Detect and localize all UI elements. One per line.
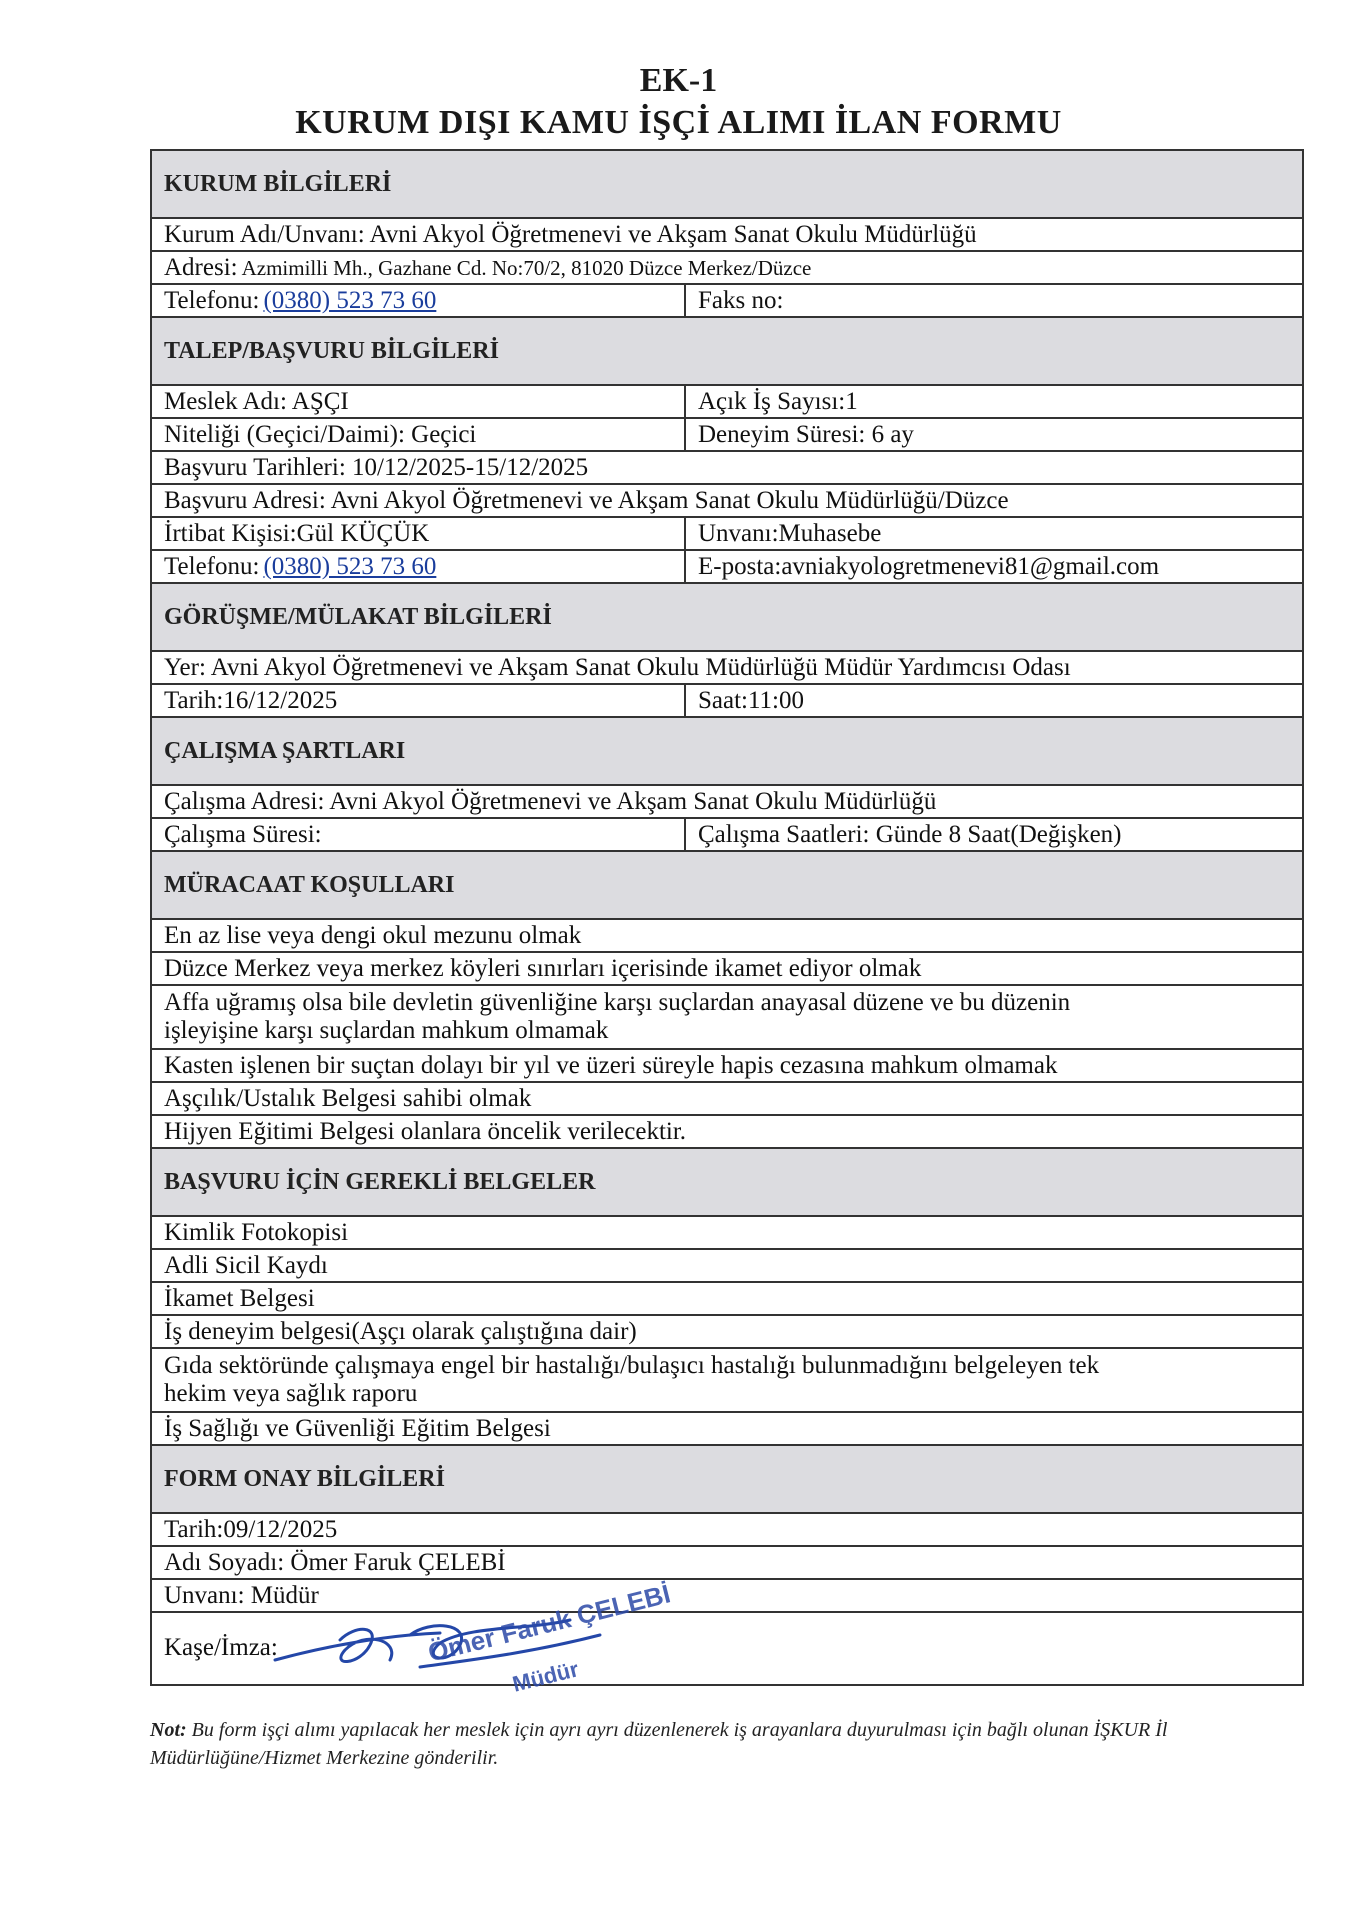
requirement-item: Kasten işlenen bir suçtan dolayı bir yıl ve üzeri süreyle hapis cezasına mahkum olmamak: [152, 1050, 1302, 1083]
work-time-row: [152, 819, 1302, 852]
contact-email[interactable]: E-posta:avniakyologretmenevi81@gmail.com: [684, 551, 1302, 582]
requirement-item: Aşçılık/Ustalık Belgesi sahibi olmak: [152, 1083, 1302, 1116]
work-duration: Çalışma Süresi:: [164, 821, 322, 848]
requirement-item: Hijyen Eğitimi Belgesi olanlara öncelik verilecektir.: [152, 1116, 1302, 1149]
address-label: Adresi:: [164, 254, 238, 281]
document-item: Kimlik Fotokopisi: [152, 1217, 1302, 1250]
institution-phone-row: [152, 285, 1302, 318]
experience: Deneyim Süresi: 6 ay: [684, 419, 1302, 450]
section-muracaat-header: MÜRACAAT KOŞULLARI: [152, 852, 1302, 920]
document-line: hekim veya sağlık raporu: [164, 1380, 418, 1407]
announcement-form: [150, 149, 1304, 1686]
document-item: İş Sağlığı ve Güvenliği Eğitim Belgesi: [152, 1413, 1302, 1446]
open-jobs: Açık İş Sayısı:1: [684, 386, 1302, 417]
interview-datetime-row: [152, 685, 1302, 718]
approval-date: Tarih:09/12/2025: [152, 1514, 1302, 1547]
nature-row: [152, 419, 1302, 452]
institution-phone: [164, 285, 727, 316]
contact-phone-label: Telefonu:: [164, 553, 260, 580]
requirement-line: işleyişine karşı suçlardan mahkum olmamak: [164, 1017, 609, 1044]
institution-address: [152, 252, 1302, 285]
signature-label: Kaşe/İmza:: [164, 1634, 278, 1661]
approver-name: Adı Soyadı: Ömer Faruk ÇELEBİ: [152, 1547, 1302, 1580]
phone-link[interactable]: (0380) 523 73 60: [263, 287, 437, 314]
requirement-line: Affa uğramış olsa bile devletin güvenliğine karşı suçlardan anayasal düzene ve bu düzenin: [164, 989, 1071, 1016]
footnote-text: Bu form işçi alımı yapılacak her meslek için ayrı ayrı düzenlenerek iş arayanlara duyurulması için bağlı olunan İŞKUR İl Müdürlüğüne/Hizmet Merkezine gönderilir.: [150, 1719, 1168, 1769]
institution-fax: Faks no:: [684, 285, 1302, 316]
stamp-title: Müdür: [509, 1656, 582, 1697]
section-belgeler-header: BAŞVURU İÇİN GEREKLİ BELGELER: [152, 1149, 1302, 1217]
contact-phone: [164, 551, 727, 582]
requirement-item-multiline: [152, 986, 1302, 1050]
footnote: [150, 1716, 1230, 1772]
interview-time: Saat:11:00: [684, 685, 1302, 716]
section-calisma-header: ÇALIŞMA ŞARTLARI: [152, 718, 1302, 786]
footnote-label: Not:: [150, 1719, 187, 1741]
document-item: İkamet Belgesi: [152, 1283, 1302, 1316]
address-value: Azmimilli Mh., Gazhane Cd. No:70/2, 81020 Düzce Merkez/Düzce: [241, 256, 812, 280]
section-talep-header: TALEP/BAŞVURU BİLGİLERİ: [152, 318, 1302, 386]
approver-title: Unvanı: Müdür: [152, 1580, 1302, 1613]
institution-name: Kurum Adı/Unvanı: Avni Akyol Öğretmenevi ve Akşam Sanat Okulu Müdürlüğü: [152, 219, 1302, 252]
profession-row: [152, 386, 1302, 419]
application-dates: Başvuru Tarihleri: 10/12/2025-15/12/2025: [152, 452, 1302, 485]
document-item-multiline: [152, 1349, 1302, 1413]
interview-place: Yer: Avni Akyol Öğretmenevi ve Akşam Sanat Okulu Müdürlüğü Müdür Yardımcısı Odası: [152, 652, 1302, 685]
section-onay-header: FORM ONAY BİLGİLERİ: [152, 1446, 1302, 1514]
application-address: Başvuru Adresi: Avni Akyol Öğretmenevi ve Akşam Sanat Okulu Müdürlüğü/Düzce: [152, 485, 1302, 518]
section-gorusme-header: GÖRÜŞME/MÜLAKAT BİLGİLERİ: [152, 584, 1302, 652]
annex-label: EK-1: [639, 62, 718, 99]
contact-person: İrtibat Kişisi:Gül KÜÇÜK: [164, 520, 430, 547]
job-nature: Niteliği (Geçici/Daimi): Geçici: [164, 421, 477, 448]
document-item: Adli Sicil Kaydı: [152, 1250, 1302, 1283]
document-line: Gıda sektöründe çalışmaya engel bir hastalığı/bulaşıcı hastalığı bulunmadığını belgeleyen tek: [164, 1352, 1100, 1379]
page-title: KURUM DIŞI KAMU İŞÇİ ALIMI İLAN FORMU: [295, 104, 1062, 141]
contact-phone-row: [152, 551, 1302, 584]
contact-phone-link[interactable]: (0380) 523 73 60: [263, 553, 437, 580]
work-hours: Çalışma Saatleri: Günde 8 Saat(Değişken): [684, 819, 1302, 850]
work-address: Çalışma Adresi: Avni Akyol Öğretmenevi ve Akşam Sanat Okulu Müdürlüğü: [152, 786, 1302, 819]
contact-row: [152, 518, 1302, 551]
contact-title: Unvanı:Muhasebe: [684, 518, 1302, 549]
interview-date: Tarih:16/12/2025: [164, 687, 338, 714]
document-item: İş deneyim belgesi(Aşçı olarak çalıştığına dair): [152, 1316, 1302, 1349]
stamp-name: Ömer Faruk ÇELEBİ: [424, 1578, 674, 1668]
requirement-item: En az lise veya dengi okul mezunu olmak: [152, 920, 1302, 953]
requirement-item: Düzce Merkez veya merkez köyleri sınırları içerisinde ikamet ediyor olmak: [152, 953, 1302, 986]
profession: Meslek Adı: AŞÇI: [164, 388, 349, 415]
section-kurum-header: KURUM BİLGİLERİ: [152, 151, 1302, 219]
phone-label: Telefonu:: [164, 287, 260, 314]
